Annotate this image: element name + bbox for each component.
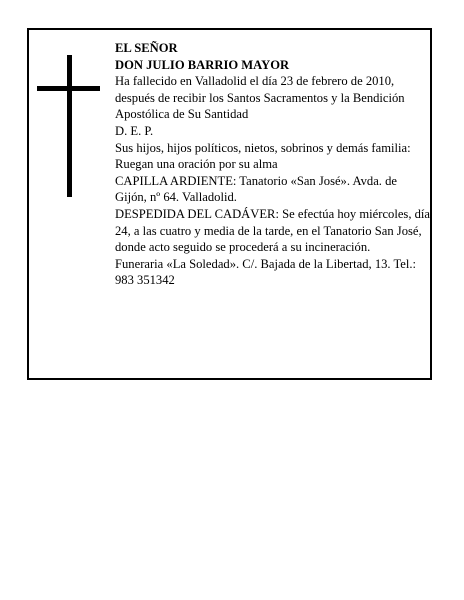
obituary-notice xyxy=(27,28,432,380)
cross-vertical-bar xyxy=(67,55,72,197)
family-line: Sus hijos, hijos políticos, nietos, sobrinos y demás familia: xyxy=(115,140,411,155)
deceased-name: DON JULIO BARRIO MAYOR xyxy=(115,57,290,72)
death-announcement: Ha fallecido en Valladolid el día 23 de febrero de 2010, después de recibir los Santos Sacramentos y la Bendición Apostólica de Su Santidad xyxy=(115,74,405,122)
funeral-home-info: Funeraria «La Soledad». C/. Bajada de la Libertad, 13. Tel.: 983 351342 xyxy=(115,256,417,288)
chapel-info: CAPILLA ARDIENTE: Tanatorio «San José». Avda. de Gijón, nº 64. Valladolid. xyxy=(115,173,397,205)
notice-text xyxy=(115,40,430,289)
prayer-request: Ruegan una oración por su alma xyxy=(115,157,278,172)
dep-line: D. E. P. xyxy=(115,123,154,138)
farewell-info: DESPEDIDA DEL CADÁVER: Se efectúa hoy miércoles, día 24, a las cuatro y media de la tarde, en el Tanatorio San José, donde acto seguido se procederá a su incineración. xyxy=(115,206,431,255)
title-line-1: EL SEÑOR xyxy=(115,41,178,55)
cross-horizontal-bar xyxy=(37,86,100,91)
